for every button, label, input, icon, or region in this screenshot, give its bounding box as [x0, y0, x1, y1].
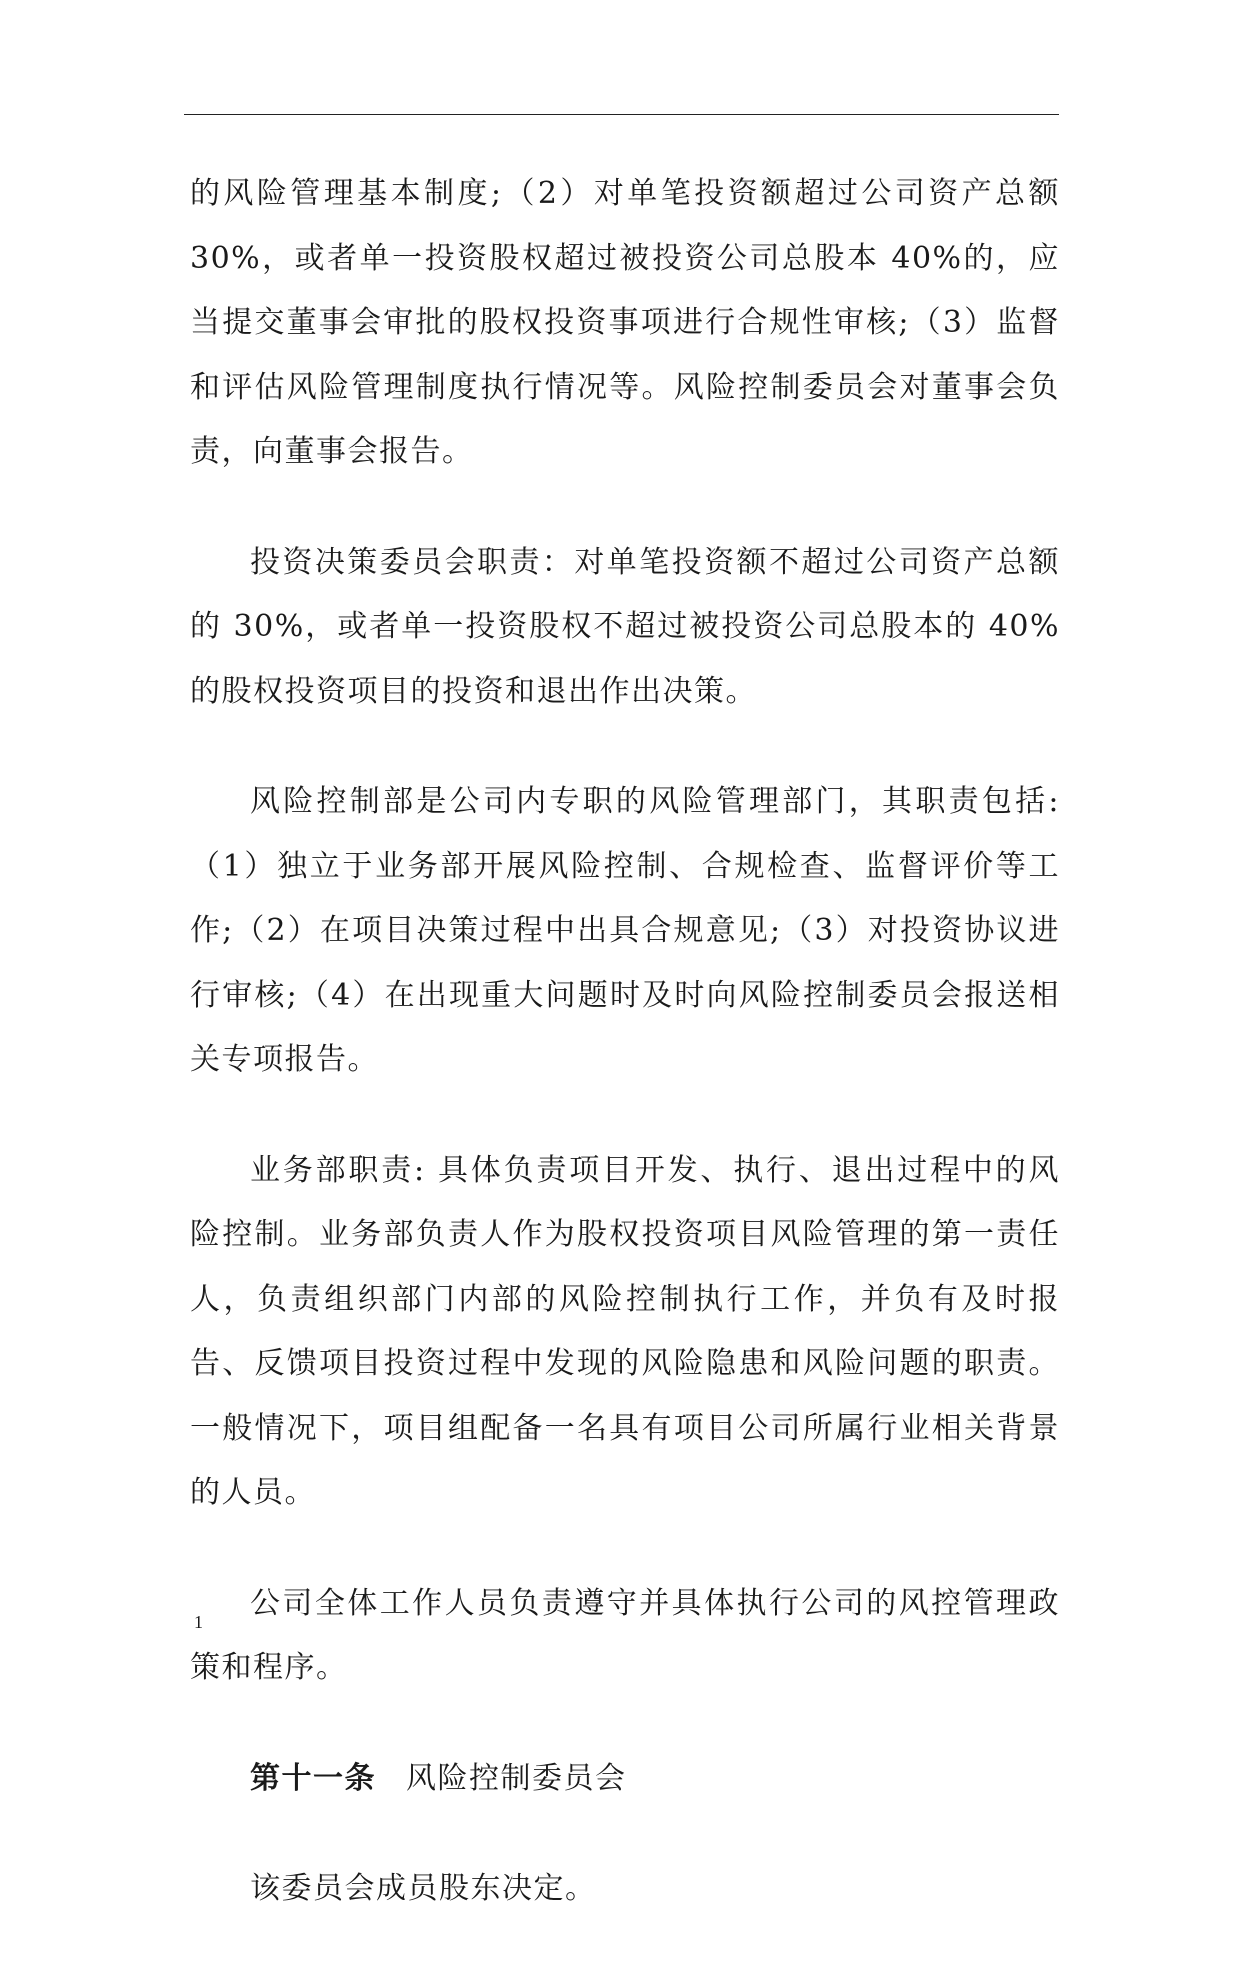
header-rule [184, 114, 1059, 115]
paragraph-committee-members: 该委员会成员股东决定。 [250, 1871, 597, 1906]
paragraph-investment-committee-duties: 投资决策委员会职责：对单笔投资额不超过公司资产总额的 30%，或者单一投资股权不超过被投资公司总股本的 40%的股权投资项目的投资和退出作出决策。 [190, 544, 1060, 709]
paragraph-business-dept-duties: 业务部职责: 具体负责项目开发、执行、退出过程中的风险控制。业务部负责人作为股权投资项目风险管理的第一责任人，负责组织部门内部的风险控制执行工作，并负有及时报告、反馈项目投资过程中发现的风险隐患和风险问题的职责。一般情况下，项目组配备一名具有项目公司所属行业相关背景的人员。 [190, 1152, 1060, 1510]
paragraph-risk-control-dept-duties: 风险控制部是公司内专职的风险管理部门，其职责包括:（1）独立于业务部开展风险控制、合规检查、监督评价等工作;（2）在项目决策过程中出具合规意见;（3）对投资协议进行审核;（4）在出现重大问题时及时向风险控制委员会报送相关专项报告。 [190, 784, 1060, 1077]
paragraph-risk-committee-duties-cont: 的风险管理基本制度;（2）对单笔投资额超过公司资产总额 30%，或者单一投资股权超过被投资公司总股本 40%的，应当提交董事会审批的股权投资事项进行合规性审核;（3）监督和评估风险管理制度执行情况等。风险控制委员会对董事会负责，向董事会报告。 [190, 176, 1060, 469]
article-number: 第十一条 [250, 1760, 376, 1796]
article-title: 风险控制委员会 [406, 1760, 627, 1796]
document-body [190, 162, 1060, 1968]
paragraph-all-staff-duties: 公司全体工作人员负责遵守并具体执行公司的风控管理政策和程序。 [190, 1585, 1060, 1685]
page-number: 1 [194, 1612, 203, 1632]
article-heading [190, 1747, 1060, 1812]
